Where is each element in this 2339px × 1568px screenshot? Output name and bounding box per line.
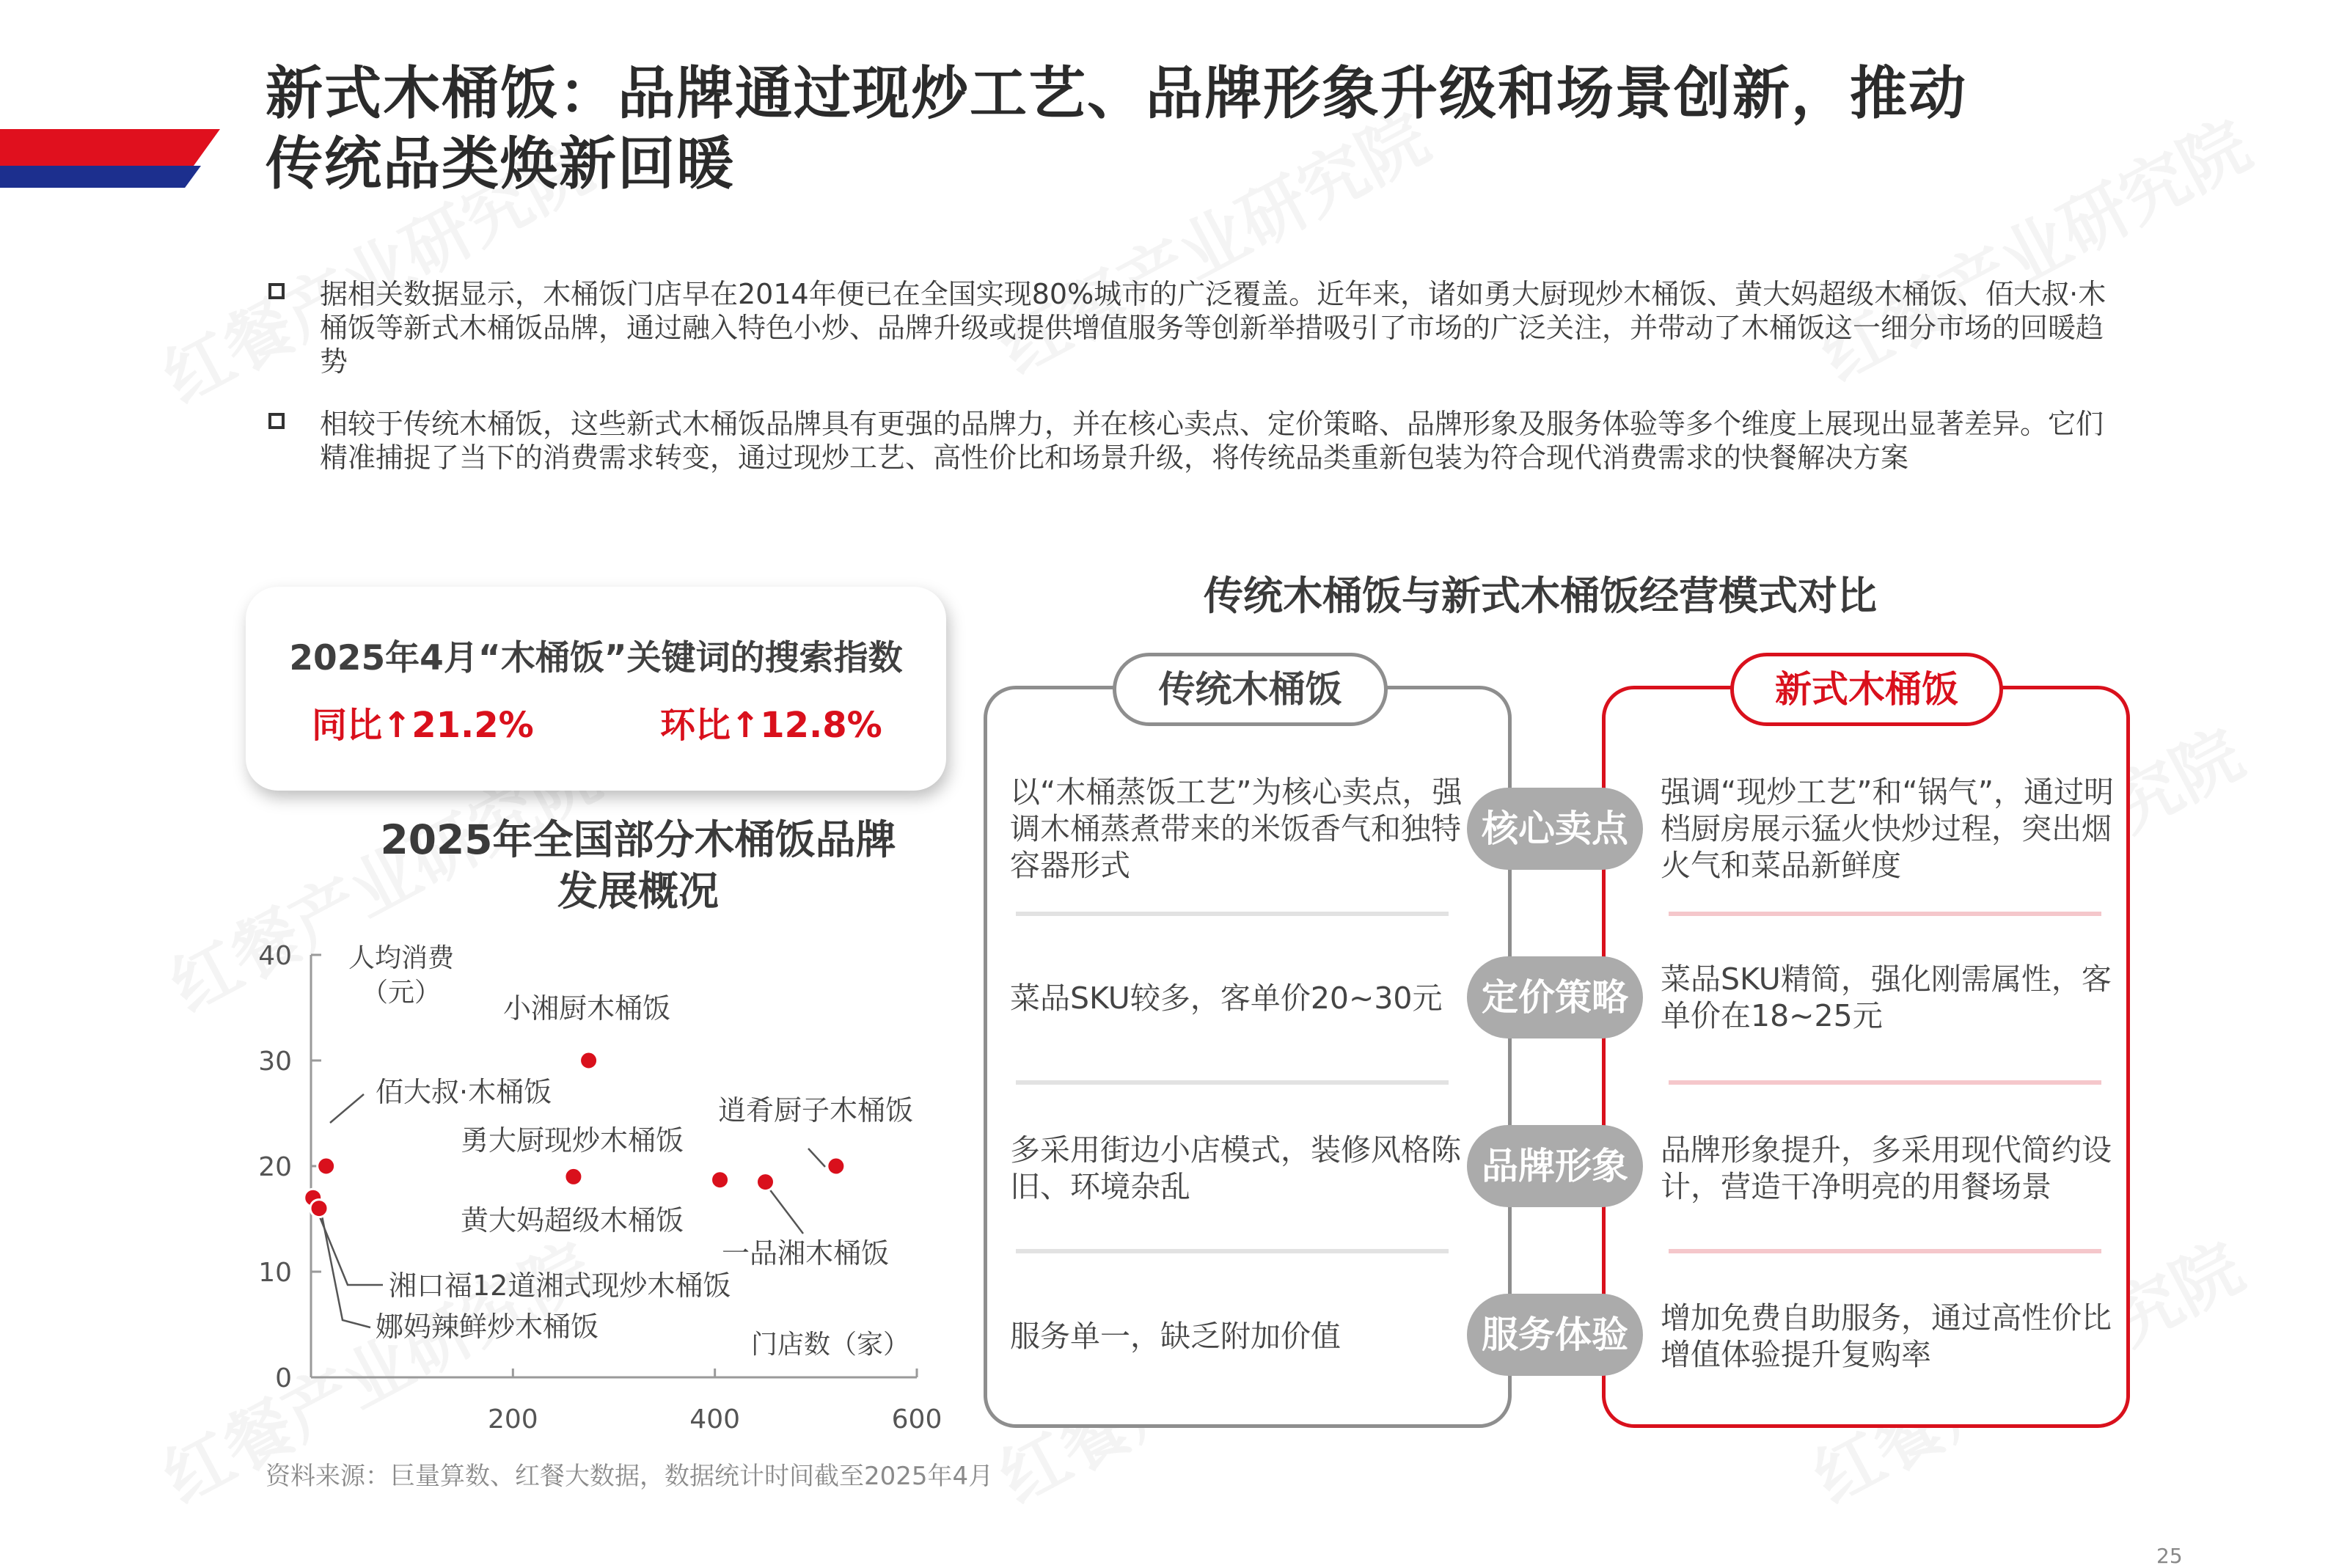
y-tick-label: 0 <box>275 1363 292 1393</box>
bullet-text: 据相关数据显示，木桶饭门店早在2014年便已在全国实现80%城市的广泛覆盖。近年来，诸如勇大厨现炒木桶饭、黄大妈超级木桶饭、佰大叔·木桶饭等新式木桶饭品牌，通过融入特色小炒、品牌升级或提供增值服务等创新举措吸引了市场的广泛关注，并带动了木桶饭这一细分市场的回暖趋势 <box>320 278 2106 378</box>
new-selling-point: 强调“现炒工艺”和“锅气”，通过明档厨房展示猛火快炒过程，突出烟火气和菜品新鲜度 <box>1661 774 2114 883</box>
traditional-brand-image: 多采用街边小店模式，装修风格陈旧、环境杂乱 <box>1010 1132 1461 1204</box>
data-point <box>580 1052 598 1069</box>
point-label: 湘口福12道湘式现炒木桶饭 <box>389 1270 731 1302</box>
row-divider <box>1669 912 2101 916</box>
mom-growth: 环比↑12.8% <box>660 705 882 746</box>
point-label: 娜妈辣鲜炒木桶饭 <box>376 1311 599 1343</box>
chart-title-line2: 发展概况 <box>557 868 719 915</box>
traditional-header: 传统木桶饭 <box>1113 653 1388 726</box>
row-divider <box>1016 1249 1449 1253</box>
data-point <box>757 1173 775 1191</box>
x-tick-label: 200 <box>487 1404 538 1435</box>
data-point <box>711 1171 729 1189</box>
dimension-pill: 服务体验 <box>1467 1294 1643 1376</box>
row-divider <box>1669 1249 2101 1253</box>
new-style-header: 新式木桶饭 <box>1730 653 2003 726</box>
x-tick-label: 400 <box>689 1404 741 1435</box>
data-point <box>565 1168 582 1185</box>
point-label: 逍肴厨子木桶饭 <box>717 1094 914 1126</box>
y-tick-label: 20 <box>258 1152 292 1182</box>
point-label: 黄大妈超级木桶饭 <box>460 1204 684 1237</box>
page-number: 25 <box>2156 1544 2183 1568</box>
leader-line <box>808 1148 825 1167</box>
y-axis-label: 人均消费 <box>348 943 455 973</box>
point-label: 佰大叔·木桶饭 <box>376 1076 552 1108</box>
new-brand-image: 品牌形象提升，多采用现代简约设计，营造干净明亮的用餐场景 <box>1661 1132 2112 1204</box>
y-tick-label: 30 <box>258 1047 292 1077</box>
bullet-text: 相较于传统木桶饭，这些新式木桶饭品牌具有更强的品牌力，并在核心卖点、定价策略、品牌形象及服务体验等多个维度上展现出显著差异。它们精准捕捉了当下的消费需求转变，通过现炒工艺、高性价比和场景升级，将传统品类重新包装为符合现代消费需求的快餐解决方案 <box>320 408 2104 474</box>
data-point <box>318 1157 335 1175</box>
source-note: 资料来源：巨量算数、红餐大数据，数据统计时间截至2025年4月 <box>266 1462 994 1491</box>
dimension-pill: 定价策略 <box>1467 956 1643 1038</box>
leader-line <box>321 1209 370 1327</box>
y-tick-label: 10 <box>258 1258 292 1288</box>
point-label: 一品湘木桶饭 <box>721 1237 890 1270</box>
y-tick-label: 40 <box>258 941 292 971</box>
row-divider <box>1016 912 1449 916</box>
scatter-chart <box>0 0 983 1452</box>
new-service: 增加免费自助服务，通过高性价比增值体验提升复购率 <box>1661 1300 2112 1372</box>
leader-line <box>769 1188 803 1234</box>
dimension-pill: 核心卖点 <box>1467 788 1643 870</box>
page-title-line2: 传统品类焕新回暖 <box>266 131 736 197</box>
traditional-service: 服务单一，缺乏附加价值 <box>1010 1319 1341 1354</box>
x-tick-label: 600 <box>891 1404 942 1435</box>
search-index-title: 2025年4月“木桶饭”关键词的搜索指数 <box>289 638 903 678</box>
point-label: 小湘厨木桶饭 <box>502 992 671 1025</box>
chart-title-line1: 2025年全国部分木桶饭品牌 <box>380 816 896 863</box>
point-label: 勇大厨现炒木桶饭 <box>460 1124 684 1157</box>
page-title-line1: 新式木桶饭：品牌通过现炒工艺、品牌形象升级和场景创新，推动 <box>266 61 1968 127</box>
row-divider <box>1016 1080 1449 1085</box>
y-axis-label: （元） <box>361 978 442 1008</box>
x-axis-label: 门店数（家） <box>750 1330 909 1360</box>
new-pricing: 菜品SKU精简，强化刚需属性，客单价在18~25元 <box>1661 961 2112 1033</box>
traditional-selling-point: 以“木桶蒸饭工艺”为核心卖点，强调木桶蒸煮带来的米饭香气和独特容器形式 <box>1010 774 1463 883</box>
row-divider <box>1669 1080 2101 1085</box>
leader-line <box>330 1094 364 1123</box>
data-point <box>827 1157 845 1175</box>
comparison-title: 传统木桶饭与新式木桶饭经营模式对比 <box>1204 573 1877 619</box>
data-point <box>310 1200 328 1217</box>
traditional-pricing: 菜品SKU较多，客单价20~30元 <box>1010 981 1443 1016</box>
dimension-pill: 品牌形象 <box>1467 1125 1643 1207</box>
yoy-growth: 同比↑21.2% <box>312 705 534 746</box>
